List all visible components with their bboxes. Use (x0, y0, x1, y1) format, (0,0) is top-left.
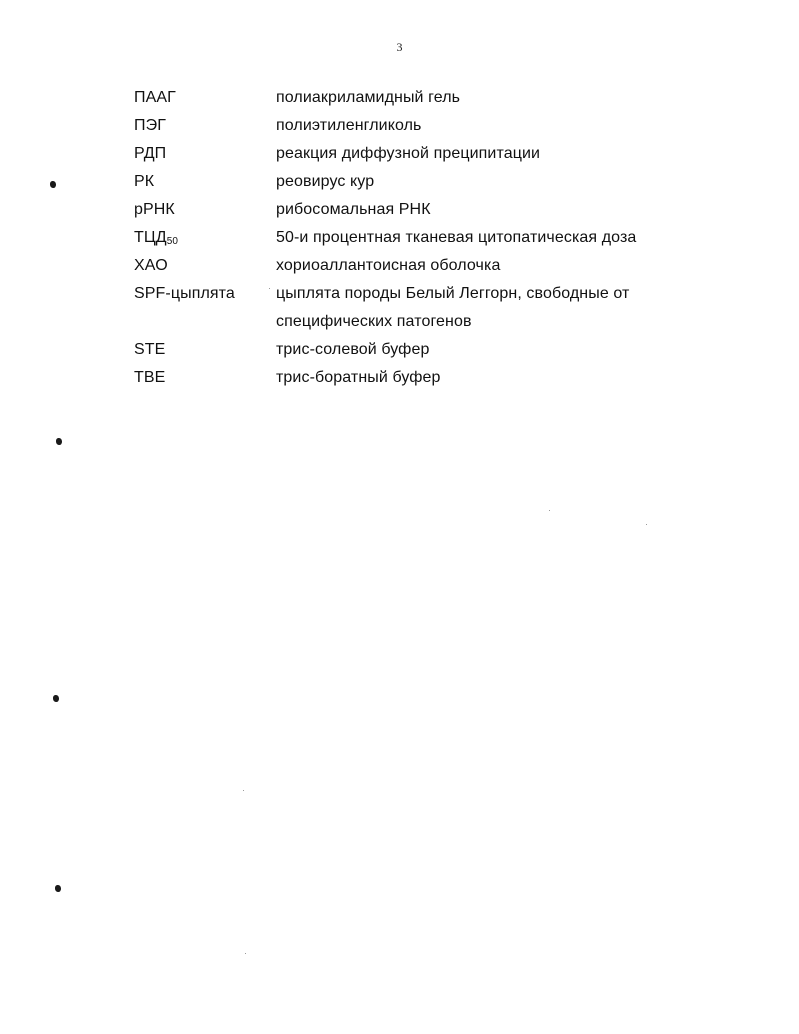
scan-speck (646, 524, 647, 525)
abbreviation-term: рРНК (134, 201, 175, 218)
abbreviation-term-base: ТЦД (134, 229, 167, 246)
abbreviation-term: РДП (134, 145, 167, 162)
scan-speck (549, 510, 550, 511)
abbreviation-row (134, 112, 694, 140)
abbreviation-row (134, 196, 694, 224)
abbreviation-row (134, 84, 694, 112)
abbreviation-row (134, 336, 694, 364)
abbreviation-term (134, 224, 276, 252)
abbreviation-row (134, 280, 694, 336)
abbreviation-definition: трис-боратный буфер (276, 369, 441, 386)
abbreviation-term: ХАО (134, 257, 168, 274)
abbreviation-term: ПААГ (134, 89, 176, 106)
abbreviation-term: ПЭГ (134, 117, 166, 134)
abbreviation-definition: цыплята породы Белый Леггорн, свободные от специфических патогенов (276, 285, 630, 330)
scan-speck (269, 288, 270, 289)
hole-punch-mark (55, 885, 61, 892)
abbreviation-row (134, 224, 694, 252)
scan-speck (245, 953, 246, 954)
abbreviation-row (134, 364, 694, 392)
abbreviation-row (134, 168, 694, 196)
abbreviation-list (134, 84, 694, 392)
abbreviation-row (134, 252, 694, 280)
abbreviation-definition: реакция диффузной преципитации (276, 145, 541, 162)
hole-punch-mark (53, 695, 59, 702)
abbreviation-definition: реовирус кур (276, 173, 375, 190)
abbreviation-definition: рибосомальная РНК (276, 201, 431, 218)
abbreviation-term: РК (134, 173, 155, 190)
abbreviation-term: STE (134, 341, 166, 358)
page-number: 3 (396, 40, 403, 54)
hole-punch-mark (50, 181, 56, 188)
hole-punch-mark (56, 438, 62, 445)
abbreviation-definition: полиакриламидный гель (276, 89, 461, 106)
abbreviation-definition: полиэтиленгликоль (276, 117, 422, 134)
abbreviation-term: SPF-цыплята (134, 285, 235, 302)
abbreviation-definition: 50-и процентная тканевая цитопатическая доза (276, 229, 637, 246)
abbreviation-term-subscript: 50 (166, 236, 179, 247)
abbreviation-definition: хориоаллантоисная оболочка (276, 257, 501, 274)
scan-speck (243, 790, 244, 791)
abbreviation-row (134, 140, 694, 168)
abbreviation-term: TBE (134, 369, 166, 386)
abbreviation-definition: трис-солевой буфер (276, 341, 430, 358)
